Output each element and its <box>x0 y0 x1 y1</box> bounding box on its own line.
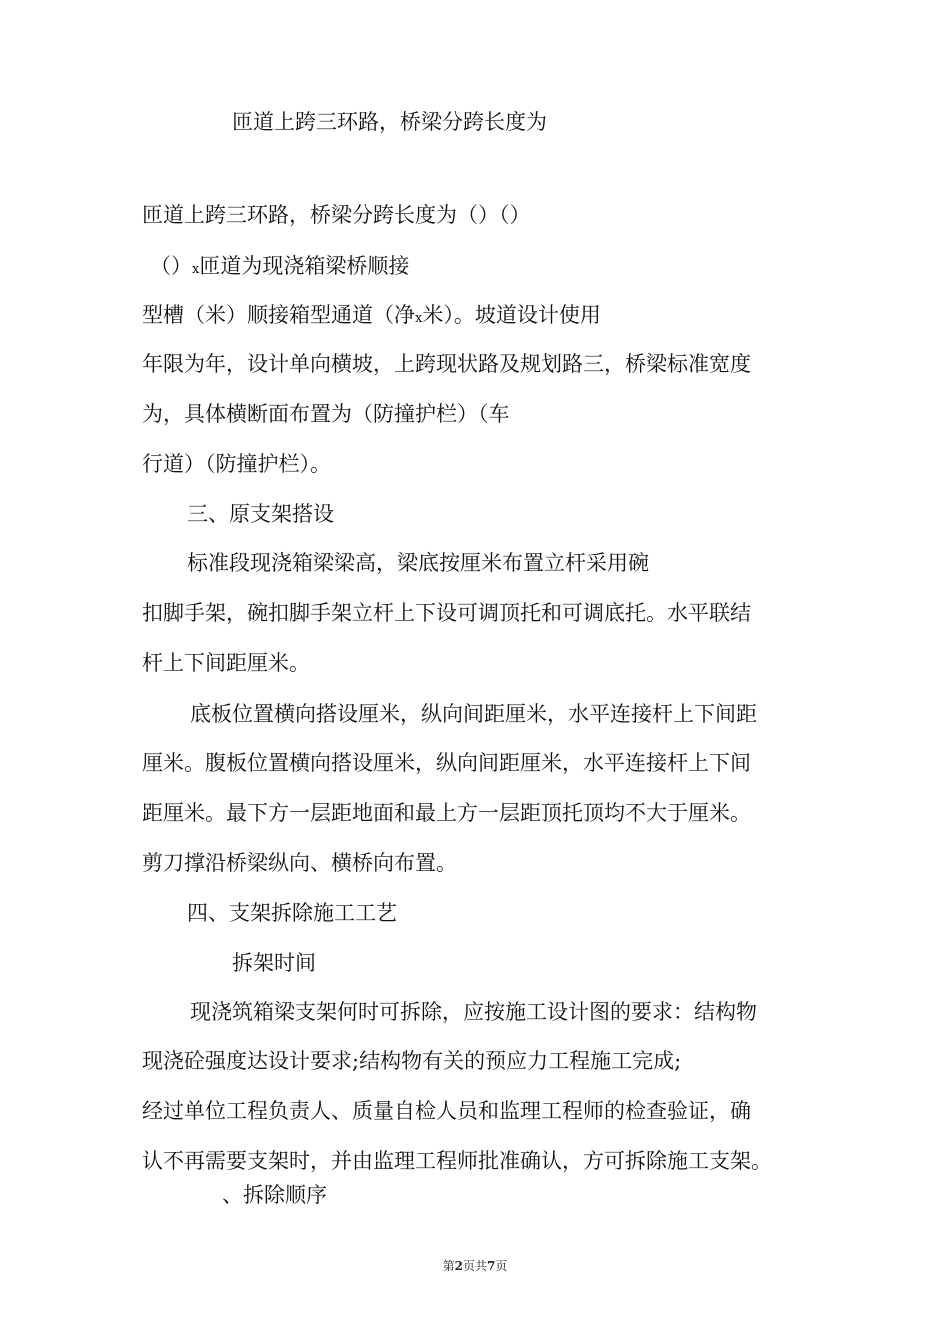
multiply-sign: x <box>415 311 423 326</box>
text-line: 距厘米。最下方一层距地面和最上方一层距顶托顶均不大于厘米。 <box>142 801 751 825</box>
text-line: 扣脚手架，碗扣脚手架立杆上下设可调顶托和可调底托。水平联结 <box>142 601 751 625</box>
footer-suffix: 页 <box>495 1259 508 1273</box>
subsection-heading: 、拆除顺序 <box>222 1183 327 1207</box>
section-heading: 四、支架拆除施工工艺 <box>187 901 397 925</box>
text-line: 标准段现浇箱梁梁高，梁底按厘米布置立杆采用碗 <box>187 551 649 575</box>
subsection-heading: 拆架时间 <box>232 951 316 975</box>
total-page-number: 7 <box>487 1259 496 1273</box>
text-line: 经过单位工程负责人、质量自检人员和监理工程师的检查验证，确 <box>142 1099 751 1123</box>
text-fragment: 米）。坡道设计使用 <box>422 303 601 327</box>
text-line <box>150 252 409 284</box>
text-line: 行道）（防撞护栏）。 <box>142 452 331 476</box>
current-page-number: 2 <box>454 1259 463 1273</box>
section-heading: 三、原支架搭设 <box>187 502 334 526</box>
text-line: 厘米。腹板位置横向搭设厘米，纵向间距厘米，水平连接杆上下间 <box>142 751 751 775</box>
text-line: 底板位置横向搭设厘米，纵向间距厘米，水平连接杆上下间距 <box>190 702 757 726</box>
text-line: 年限为年，设计单向横坡，上跨现状路及规划路三，桥梁标准宽度 <box>142 352 751 376</box>
page-footer <box>0 1257 950 1274</box>
text-line: 杆上下间距厘米。 <box>142 651 310 675</box>
text-line: 匝道上跨三环路，桥梁分跨长度为（）（） <box>142 203 531 227</box>
text-fragment: 匝道为现浇箱梁桥顺接 <box>199 254 410 278</box>
text-line: 匝道上跨三环路，桥梁分跨长度为 <box>232 110 547 134</box>
footer-prefix: 第 <box>442 1259 455 1273</box>
multiply-sign: x <box>192 262 200 277</box>
text-fragment: 型槽（米）顺接箱型通道（净 <box>142 303 415 327</box>
text-line: 认不再需要支架时，并由监理工程师批准确认，方可拆除施工支架。 <box>142 1149 772 1173</box>
footer-mid: 页共 <box>462 1259 487 1273</box>
text-line: 现浇筑箱梁支架何时可拆除，应按施工设计图的要求：结构物 <box>190 1000 757 1024</box>
text-line: 为，具体横断面布置为（防撞护栏）（车 <box>142 402 510 426</box>
text-line <box>142 301 601 333</box>
text-line: 剪刀撑沿桥梁纵向、横桥向布置。 <box>142 851 457 875</box>
text-line: 现浇砼强度达设计要求;结构物有关的预应力工程施工完成; <box>142 1049 682 1073</box>
text-fragment: （） <box>150 254 192 278</box>
